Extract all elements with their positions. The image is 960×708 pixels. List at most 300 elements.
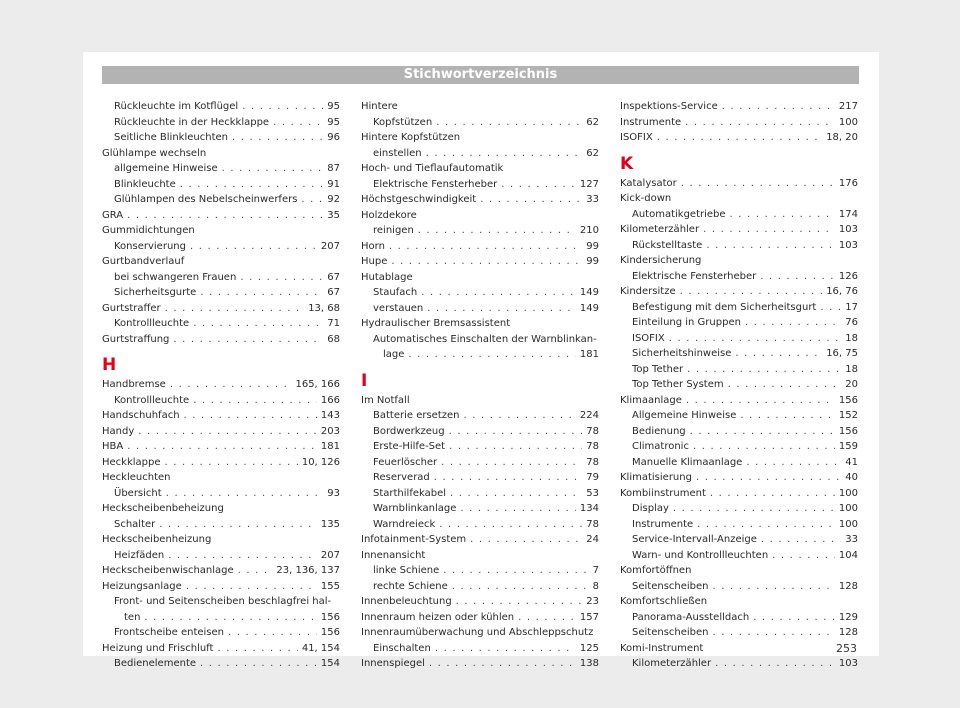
index-term: Bedienung: [632, 425, 686, 437]
index-entry: [361, 115, 599, 131]
dot-leader: [730, 207, 835, 223]
page-reference[interactable]: 152: [838, 410, 858, 421]
dot-leader: [273, 115, 323, 131]
page-reference[interactable]: 18: [845, 332, 858, 344]
dot-leader: [168, 548, 317, 564]
index-entry: [102, 192, 340, 208]
index-term: Display: [632, 503, 669, 514]
page-reference[interactable]: 100: [838, 518, 858, 530]
dot-leader: [429, 656, 576, 672]
index-term: Climatronic: [632, 441, 689, 452]
page-reference[interactable]: 126: [838, 270, 858, 282]
page-reference[interactable]: 135: [320, 518, 340, 530]
page-reference[interactable]: 100: [838, 116, 858, 128]
dot-leader: [746, 455, 841, 471]
index-term: Gurtstraffer: [102, 302, 161, 314]
index-term: Automatikgetriebe: [632, 208, 726, 220]
index-entry: [620, 346, 858, 362]
page-reference[interactable]: 62: [586, 116, 599, 128]
index-term: Klimatisierung: [620, 472, 692, 483]
index-entry: [102, 408, 340, 424]
dot-leader: [186, 579, 317, 595]
page-reference[interactable]: 17: [845, 301, 858, 313]
index-term: Warnblinkanlage: [373, 503, 457, 514]
index-entry: [102, 270, 340, 286]
page-reference[interactable]: 156: [320, 627, 340, 638]
index-term: Manuelle Klimaanlage: [632, 456, 743, 468]
index-term: Innenspiegel: [361, 658, 425, 669]
dot-leader: [669, 331, 842, 347]
page-reference[interactable]: 134: [579, 503, 599, 514]
dot-leader: [240, 270, 323, 286]
index-entry: [361, 439, 599, 455]
index-entry: [102, 223, 340, 239]
dot-leader: [820, 300, 841, 316]
page-reference[interactable]: 165, 166: [295, 379, 340, 390]
page-reference[interactable]: 125: [579, 642, 599, 654]
index-entry: [102, 486, 340, 502]
index-entry: [361, 656, 599, 672]
index-term: Komfortöffnen: [620, 565, 692, 576]
index-term: Gurtstraffung: [102, 333, 170, 345]
index-term: Heizungsanlage: [102, 580, 182, 592]
dot-leader: [441, 455, 582, 471]
page-reference[interactable]: 33: [586, 194, 599, 205]
index-term: Heckleuchten: [102, 472, 171, 483]
index-entry: [102, 332, 340, 348]
index-entry: [361, 424, 599, 440]
index-term: Komi-Instrument: [620, 642, 704, 654]
index-entry: [361, 316, 599, 332]
dot-leader: [753, 610, 835, 626]
page-reference[interactable]: 166: [320, 394, 340, 406]
index-entry: [361, 177, 599, 193]
section-letter: H: [102, 355, 117, 375]
index-entry: [361, 130, 599, 146]
index-entry: [620, 517, 858, 533]
index-term: Einschalten: [373, 642, 431, 654]
index-entry: [361, 239, 599, 255]
index-entry: [361, 99, 599, 115]
page-reference[interactable]: 143: [320, 410, 340, 421]
dot-leader: [772, 548, 835, 564]
index-term: Kilometerzähler: [620, 224, 700, 235]
page-reference[interactable]: 95: [327, 101, 340, 112]
index-term: Warndreieck: [373, 518, 436, 530]
index-term: Hintere Kopfstützen: [361, 132, 461, 143]
index-entry: [361, 563, 599, 579]
index-term: Frontscheibe enteisen: [114, 627, 224, 638]
page-reference[interactable]: 76: [845, 317, 858, 328]
page-reference[interactable]: 128: [838, 627, 858, 638]
page-reference[interactable]: 224: [579, 410, 599, 421]
index-term: Erste-Hilfe-Set: [373, 441, 446, 452]
index-term: Heckscheibenheizung: [102, 534, 212, 545]
page-reference[interactable]: 156: [838, 425, 858, 437]
page-reference[interactable]: 62: [586, 147, 599, 159]
dot-leader: [228, 625, 317, 641]
index-term: Innenraumüberwachung und Abschleppschutz: [361, 627, 594, 638]
page-reference[interactable]: 10, 126: [301, 456, 340, 468]
index-term: Heckklappe: [102, 456, 161, 468]
page-reference[interactable]: 8: [592, 580, 599, 592]
index-entry: [361, 332, 599, 348]
page-reference[interactable]: 92: [327, 194, 340, 205]
page-reference[interactable]: 71: [327, 318, 340, 329]
index-term: Kopfstützen: [373, 116, 433, 128]
dot-leader: [501, 177, 576, 193]
dot-leader: [173, 332, 323, 348]
index-term: Elektrische Fensterheber: [632, 270, 757, 282]
page-reference[interactable]: 16, 75: [826, 348, 858, 359]
page-reference[interactable]: 174: [838, 208, 858, 220]
page-reference[interactable]: 18, 20: [826, 132, 858, 143]
index-term: rechte Schiene: [373, 580, 448, 592]
page-reference[interactable]: 35: [327, 209, 340, 221]
index-entry: [102, 532, 340, 548]
page-number: 253: [836, 642, 857, 655]
dot-leader: [460, 501, 576, 517]
page-reference[interactable]: 99: [586, 240, 599, 252]
index-entry: [102, 161, 340, 177]
index-entry: [361, 517, 599, 533]
index-term: Top Tether System: [632, 379, 724, 390]
page-reference[interactable]: 100: [838, 503, 858, 514]
index-entry: [102, 501, 340, 517]
dot-leader: [713, 625, 835, 641]
index-term: Horn: [361, 240, 385, 252]
page-reference[interactable]: 40: [845, 472, 858, 483]
dot-leader: [713, 579, 835, 595]
index-term: Schalter: [114, 518, 156, 530]
index-term: Glühlampen des Nebelscheinwerfers: [114, 194, 298, 205]
page-reference[interactable]: 154: [320, 658, 340, 669]
dot-leader: [138, 424, 317, 440]
index-term: Handschuhfach: [102, 410, 180, 421]
index-entry: [620, 455, 858, 471]
page-reference[interactable]: 104: [838, 549, 858, 561]
page-reference[interactable]: 217: [838, 101, 858, 112]
index-term: Rückstelltaste: [632, 239, 703, 251]
index-term: Einteilung in Gruppen: [632, 317, 741, 328]
dot-leader: [761, 532, 841, 548]
dot-leader: [518, 610, 576, 626]
dot-leader: [418, 223, 576, 239]
index-term: Bedienelemente: [114, 658, 197, 669]
dot-leader: [408, 347, 576, 363]
index-entry: [361, 625, 599, 641]
page-reference[interactable]: 91: [327, 178, 340, 190]
index-entry: [361, 270, 599, 286]
index-entry: [620, 377, 858, 393]
page-reference[interactable]: 95: [327, 116, 340, 128]
index-column-3: [620, 99, 858, 672]
index-term: Handbremse: [102, 379, 166, 390]
index-entry: [102, 208, 340, 224]
index-term: Hydraulischer Bremsassistent: [361, 318, 511, 329]
index-entry: [102, 130, 340, 146]
page-reference[interactable]: 68: [327, 333, 340, 345]
index-entry: [102, 424, 340, 440]
dot-leader: [715, 656, 835, 672]
index-term: Im Notfall: [361, 394, 410, 406]
index-entry: [620, 470, 858, 486]
index-entry: [620, 563, 858, 579]
page-reference[interactable]: 103: [838, 224, 858, 235]
page-reference[interactable]: 181: [320, 441, 340, 452]
index-entry: [361, 393, 599, 409]
dot-leader: [301, 192, 323, 208]
dot-leader: [470, 532, 582, 548]
dot-leader: [222, 161, 324, 177]
dot-leader: [427, 301, 576, 317]
dot-leader: [449, 439, 582, 455]
index-term: Seitenscheiben: [632, 627, 709, 638]
index-term: verstauen: [373, 302, 424, 314]
dot-leader: [687, 362, 841, 378]
page-reference[interactable]: 99: [586, 256, 599, 267]
page-reference[interactable]: 18: [845, 363, 858, 375]
index-entry: [102, 517, 340, 533]
index-entry: [620, 331, 858, 347]
index-entry: [620, 408, 858, 424]
page-reference[interactable]: 41, 154: [301, 642, 340, 654]
index-term: Katalysator: [620, 177, 677, 189]
index-entry: [102, 439, 340, 455]
page-reference[interactable]: 41: [845, 456, 858, 468]
page-reference[interactable]: 103: [838, 239, 858, 251]
dot-leader: [464, 408, 576, 424]
page-reference[interactable]: 203: [320, 425, 340, 437]
index-entry: [102, 641, 340, 657]
dot-leader: [166, 486, 324, 502]
page-reference[interactable]: 128: [838, 580, 858, 592]
index-term: Front- und Seitenscheiben beschlagfrei hal-: [114, 596, 332, 607]
page-reference[interactable]: 87: [327, 163, 340, 174]
index-term: Hintere: [361, 101, 398, 112]
index-entry: [620, 238, 858, 254]
index-entry: [361, 161, 599, 177]
dot-leader: [673, 501, 835, 517]
index-column-1: [102, 99, 340, 672]
page-reference[interactable]: 157: [579, 611, 599, 623]
page-reference[interactable]: 23: [586, 596, 599, 607]
index-term: Kontrollleuchte: [114, 394, 190, 406]
index-term: Kindersitze: [620, 286, 676, 297]
index-term: Service-Intervall-Anzeige: [632, 534, 757, 545]
index-entry: [361, 192, 599, 208]
page-reference[interactable]: 13, 68: [308, 302, 340, 314]
page-reference[interactable]: 129: [838, 611, 858, 623]
dot-leader: [184, 408, 317, 424]
dot-leader: [159, 517, 317, 533]
index-term: Sicherheitsgurte: [114, 287, 197, 298]
index-term: Heizung und Frischluft: [102, 642, 214, 654]
index-term: Heizfäden: [114, 549, 165, 561]
page-reference[interactable]: 78: [586, 456, 599, 468]
index-entry: [361, 548, 599, 564]
index-entry: [361, 532, 599, 548]
index-entry: [361, 285, 599, 301]
index-term: Blinkleuchte: [114, 178, 176, 190]
index-column-2: [361, 99, 599, 672]
index-entry: [102, 594, 340, 610]
index-entry: [620, 656, 858, 672]
page-reference[interactable]: 23, 136, 137: [276, 565, 340, 576]
dot-leader: [193, 316, 323, 332]
dot-leader: [436, 115, 582, 131]
page-reference[interactable]: 7: [592, 565, 599, 576]
index-entry: [102, 115, 340, 131]
index-term: linke Schiene: [373, 565, 440, 576]
page-reference[interactable]: 53: [586, 487, 599, 499]
index-entry: [102, 146, 340, 162]
dot-leader: [760, 269, 835, 285]
index-term: Seitliche Blinkleuchten: [114, 132, 228, 143]
page-reference[interactable]: 20: [845, 379, 858, 390]
index-entry: [361, 594, 599, 610]
index-entry: [102, 285, 340, 301]
dot-leader: [426, 146, 583, 162]
index-entry: [102, 563, 340, 579]
index-term: Inspektions-Service: [620, 101, 718, 112]
dot-leader: [434, 470, 582, 486]
index-entry: [102, 656, 340, 672]
dot-leader: [200, 285, 323, 301]
index-term: Bordwerkzeug: [373, 425, 445, 437]
index-entry: [102, 99, 340, 115]
index-term: Gummidichtungen: [102, 225, 195, 236]
page-reference[interactable]: 156: [320, 611, 340, 623]
index-entry: [620, 532, 858, 548]
page-reference[interactable]: 67: [327, 271, 340, 283]
index-entry: [361, 501, 599, 517]
page-reference[interactable]: 78: [586, 425, 599, 437]
page-reference[interactable]: 16, 76: [826, 286, 858, 297]
page-reference[interactable]: 33: [845, 534, 858, 545]
index-term: Allgemeine Hinweise: [632, 410, 737, 421]
index-term: Staufach: [373, 287, 418, 298]
page-reference[interactable]: 127: [579, 178, 599, 190]
index-term: Kontrollleuchte: [114, 318, 190, 329]
page-reference[interactable]: 210: [579, 225, 599, 236]
dot-leader: [144, 610, 316, 626]
index-entry: [102, 625, 340, 641]
index-term: Innenbeleuchtung: [361, 596, 452, 607]
page-reference[interactable]: 207: [320, 240, 340, 252]
index-entry: [361, 223, 599, 239]
index-entry: [361, 641, 599, 657]
index-entry: [620, 548, 858, 564]
index-entry: [102, 455, 340, 471]
dot-leader: [165, 301, 305, 317]
index-entry: [361, 610, 599, 626]
page-reference[interactable]: 100: [838, 487, 858, 499]
index-term: Rückleuchte in der Heckklappe: [114, 116, 270, 128]
page-reference[interactable]: 93: [327, 487, 340, 499]
page-reference[interactable]: 24: [586, 534, 599, 545]
section-letter: K: [620, 153, 634, 174]
index-entry: [361, 254, 599, 270]
index-term: Heckscheibenbeheizung: [102, 503, 224, 514]
page-reference[interactable]: 176: [838, 177, 858, 189]
page-reference[interactable]: 138: [579, 658, 599, 669]
index-term: Batterie ersetzen: [373, 410, 460, 421]
index-term: Elektrische Fensterheber: [373, 178, 498, 190]
page-title: Stichwortverzeichnis: [102, 66, 859, 84]
index-term: Kindersicherung: [620, 255, 702, 266]
page-reference[interactable]: 181: [579, 349, 599, 360]
index-term: Feuerlöscher: [373, 456, 438, 468]
page-reference[interactable]: 155: [320, 580, 340, 592]
index-entry: [361, 579, 599, 595]
dot-leader: [710, 486, 835, 502]
index-term: Innenansicht: [361, 549, 426, 561]
dot-leader: [170, 377, 292, 393]
index-term: Infotainment-System: [361, 534, 467, 545]
index-entry: [620, 439, 858, 455]
page-reference[interactable]: 78: [586, 518, 599, 530]
page-reference[interactable]: 149: [579, 287, 599, 298]
dot-leader: [703, 222, 835, 238]
page-reference[interactable]: 207: [320, 549, 340, 561]
index-entry: [620, 501, 858, 517]
page-reference[interactable]: 159: [838, 441, 858, 452]
page-reference[interactable]: 103: [838, 658, 858, 669]
index-term: Glühlampe wechseln: [102, 147, 207, 159]
dot-leader: [238, 563, 273, 579]
index-entry: [620, 300, 858, 316]
index-entry: [102, 579, 340, 595]
dot-leader: [200, 656, 317, 672]
index-entry: [102, 177, 340, 193]
index-entry: [361, 347, 599, 363]
dot-leader: [242, 99, 323, 115]
dot-leader: [391, 254, 582, 270]
page-reference[interactable]: 96: [327, 132, 340, 143]
index-term: Sicherheitshinweise: [632, 348, 732, 359]
index-entry: [102, 610, 340, 626]
index-term: Komfortschließen: [620, 596, 708, 607]
page-reference[interactable]: 67: [327, 287, 340, 298]
dot-leader: [456, 594, 583, 610]
page-reference[interactable]: 156: [838, 394, 858, 406]
page-reference[interactable]: 79: [586, 472, 599, 483]
dot-leader: [681, 176, 835, 192]
index-entry: [620, 284, 858, 300]
index-entry: [620, 253, 858, 269]
dot-leader: [693, 439, 835, 455]
index-term: Automatisches Einschalten der Warnblinkan-: [373, 333, 597, 345]
dot-leader: [697, 517, 835, 533]
index-term: Starthilfekabel: [373, 487, 447, 499]
index-term: einstellen: [373, 147, 422, 159]
index-entry: [620, 269, 858, 285]
index-entry: [361, 408, 599, 424]
dot-leader: [449, 424, 583, 440]
index-entry: [361, 301, 599, 317]
page-reference[interactable]: 149: [579, 302, 599, 314]
index-entry: [361, 455, 599, 471]
index-entry: [620, 176, 858, 192]
index-entry: [620, 315, 858, 331]
dot-leader: [722, 99, 835, 115]
dot-leader: [190, 239, 317, 255]
page-reference[interactable]: 78: [586, 441, 599, 452]
index-term: Holzdekore: [361, 209, 417, 221]
index-term: Klimaanlage: [620, 394, 682, 406]
dot-leader: [452, 579, 589, 595]
